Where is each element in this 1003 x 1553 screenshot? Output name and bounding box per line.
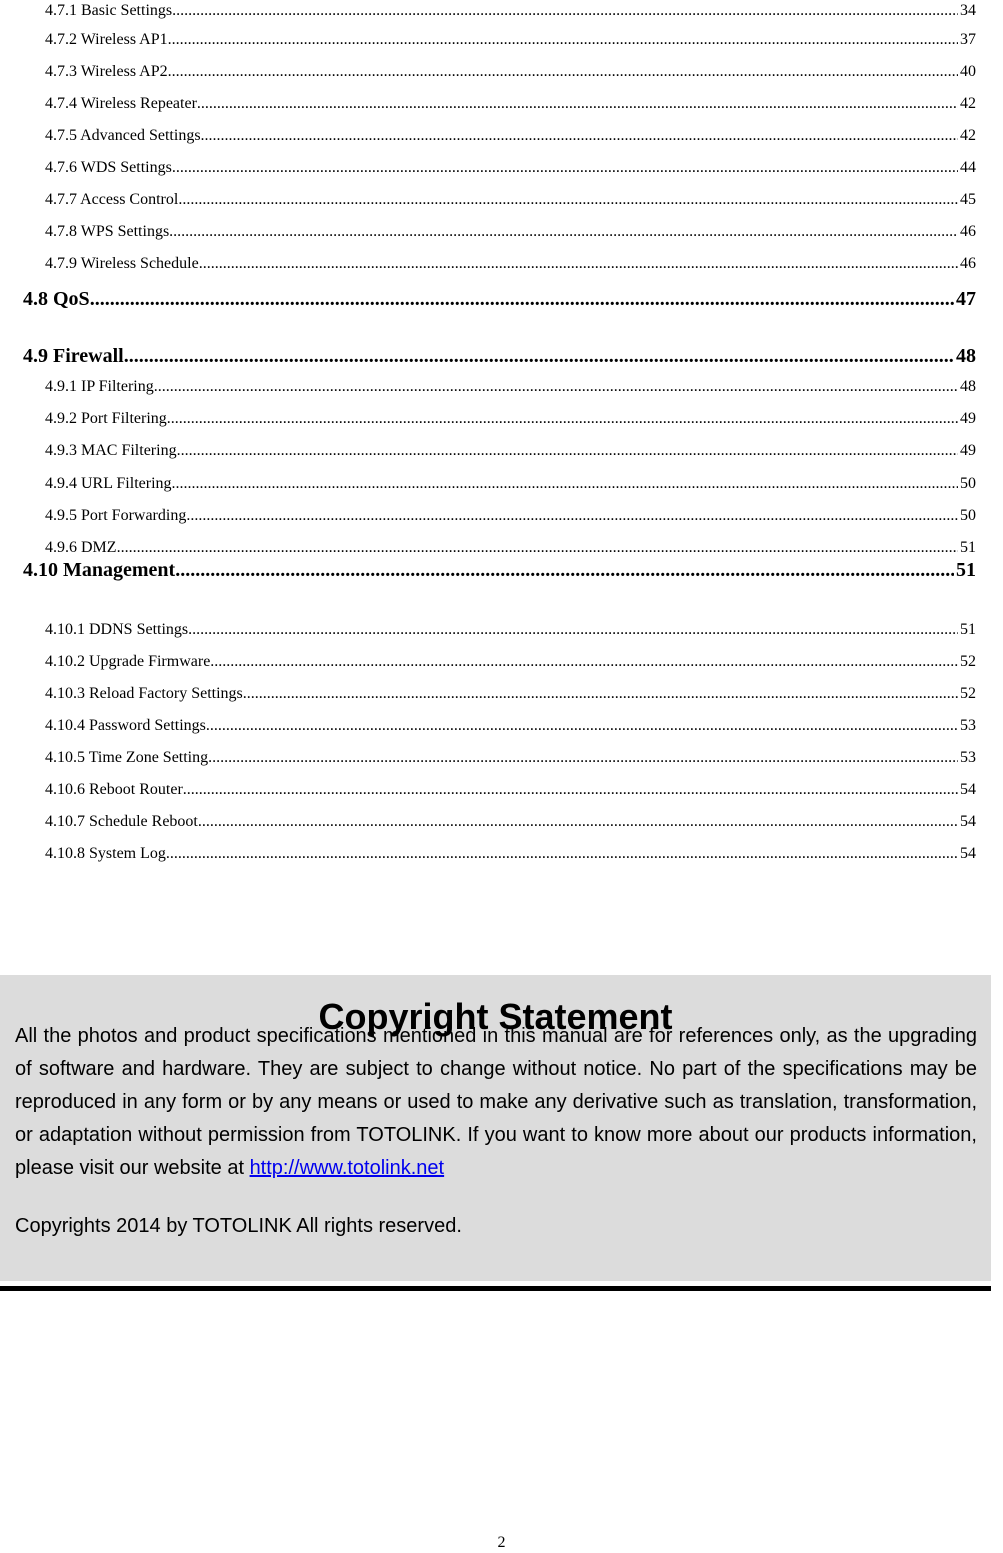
toc-leader-dots [183, 779, 958, 801]
toc-leader-dots [243, 683, 958, 705]
toc-leader-dots [186, 505, 958, 527]
toc-leader-dots [178, 189, 958, 211]
toc-leader-dots [172, 157, 958, 179]
toc-entry-label: 4.7.3 Wireless AP2 [45, 63, 168, 80]
toc-leader-dots [175, 557, 954, 583]
toc-entry[interactable] [45, 619, 976, 641]
toc-entry[interactable] [45, 29, 976, 51]
toc-entry-page: 51 [956, 559, 976, 581]
toc-entry-label: 4.9.1 IP Filtering [45, 378, 154, 395]
toc-section-entry[interactable] [23, 343, 976, 369]
website-link[interactable]: http://www.totolink.net [249, 1157, 445, 1179]
toc-entry-page: 48 [960, 378, 976, 395]
copyright-text: All the photos and product specifications mentioned in this manual are for references only, as the upgrading of software and hardware. They are subject to change without notice. No part of the specifications may be reproduced in any form or by any means or used to make any derivative such as translation, transformation, or adaptation without permission from TOTOLINK. If you want to know more about our products information, please visit our website at [15, 1025, 977, 1179]
toc-leader-dots [168, 61, 958, 83]
toc-entry[interactable] [45, 189, 976, 211]
toc-entry-label: 4.9.6 DMZ [45, 539, 117, 556]
toc-leader-dots [188, 619, 958, 641]
toc-entry-label: 4.9.2 Port Filtering [45, 410, 167, 427]
toc-leader-dots [208, 747, 958, 769]
toc-entry-page: 48 [956, 345, 976, 367]
toc-entry-page: 45 [960, 191, 976, 208]
toc-entry[interactable] [45, 843, 976, 865]
toc-section-entry[interactable] [23, 557, 976, 583]
toc-entry-label: 4.7.5 Advanced Settings [45, 127, 201, 144]
toc-entry-label: 4.10.3 Reload Factory Settings [45, 685, 243, 702]
page-number: 2 [497, 1534, 506, 1551]
toc-leader-dots [199, 253, 958, 275]
toc-entry-page: 42 [960, 127, 976, 144]
toc-entry-page: 46 [960, 255, 976, 272]
toc-section-entry[interactable] [23, 286, 976, 312]
toc-entry[interactable] [45, 811, 976, 833]
toc-leader-dots [201, 125, 958, 147]
toc-entry[interactable] [45, 651, 976, 673]
toc-entry-label: 4.7.6 WDS Settings [45, 159, 172, 176]
toc-entry-label: 4.9.3 MAC Filtering [45, 442, 177, 459]
toc-entry[interactable] [45, 715, 976, 737]
toc-entry-page: 53 [960, 749, 976, 766]
toc-leader-dots [172, 473, 958, 495]
toc-entry-label: 4.10.2 Upgrade Firmware [45, 653, 211, 670]
toc-entry-label: 4.7.8 WPS Settings [45, 223, 170, 240]
toc-entry-page: 50 [960, 475, 976, 492]
copyright-body [15, 1020, 977, 1243]
toc-entry-label: 4.10.7 Schedule Reboot [45, 813, 198, 830]
toc-leader-dots [117, 537, 958, 559]
toc-entry-label: 4.7.2 Wireless AP1 [45, 31, 168, 48]
toc-leader-dots [197, 93, 958, 115]
toc-entry[interactable] [45, 61, 976, 83]
toc-entry-label: 4.10 Management [23, 559, 176, 581]
toc-entry-page: 54 [960, 845, 976, 862]
toc-entry[interactable] [45, 157, 976, 179]
toc-entry-page: 49 [960, 442, 976, 459]
toc-leader-dots [154, 376, 958, 398]
toc-entry-page: 34 [960, 2, 976, 19]
toc-entry-label: 4.9.4 URL Filtering [45, 475, 172, 492]
toc-entry-label: 4.10.8 System Log [45, 845, 166, 862]
toc-entry[interactable] [45, 408, 976, 430]
toc-entry-page: 52 [960, 685, 976, 702]
toc-leader-dots [124, 343, 954, 369]
toc-entry[interactable] [45, 537, 976, 559]
toc-leader-dots [198, 811, 958, 833]
copyright-rights: Copyrights 2014 by TOTOLINK All rights reserved. [15, 1215, 462, 1237]
toc-entry-page: 37 [960, 31, 976, 48]
toc-leader-dots [206, 715, 958, 737]
toc-leader-dots [166, 843, 958, 865]
toc-entry-label: 4.10.5 Time Zone Setting [45, 749, 209, 766]
copyright-title: Copyright Statement [318, 996, 673, 1037]
toc-entry[interactable] [45, 683, 976, 705]
toc-entry-label: 4.8 QoS [23, 288, 90, 310]
toc-entry-page: 46 [960, 223, 976, 240]
toc-leader-dots [169, 221, 958, 243]
toc-entry[interactable] [45, 125, 976, 147]
toc-entry-page: 44 [960, 159, 976, 176]
toc-entry[interactable] [45, 473, 976, 495]
toc-entry-page: 42 [960, 95, 976, 112]
toc-entry[interactable] [45, 376, 976, 398]
toc-entry-page: 52 [960, 653, 976, 670]
toc-entry[interactable] [45, 221, 976, 243]
toc-entry[interactable] [45, 779, 976, 801]
toc-entry-label: 4.9 Firewall [23, 345, 124, 367]
toc-leader-dots [167, 408, 958, 430]
toc-leader-dots [172, 0, 958, 22]
toc-entry-page: 54 [960, 813, 976, 830]
toc-entry[interactable] [45, 747, 976, 769]
toc-entry[interactable] [45, 93, 976, 115]
toc-entry-page: 49 [960, 410, 976, 427]
divider-rule [0, 1286, 991, 1291]
toc-leader-dots [177, 440, 958, 462]
toc-leader-dots [168, 29, 958, 51]
toc-entry-label: 4.10.1 DDNS Settings [45, 621, 189, 638]
toc-entry[interactable] [45, 0, 976, 22]
toc-entry-label: 4.7.4 Wireless Repeater [45, 95, 197, 112]
toc-entry-label: 4.7.1 Basic Settings [45, 2, 173, 19]
toc-entry-label: 4.7.9 Wireless Schedule [45, 255, 199, 272]
toc-entry-page: 40 [960, 63, 976, 80]
toc-entry[interactable] [45, 440, 976, 462]
toc-entry[interactable] [45, 253, 976, 275]
toc-entry-label: 4.10.6 Reboot Router [45, 781, 183, 798]
toc-leader-dots [210, 651, 958, 673]
toc-entry-page: 54 [960, 781, 976, 798]
toc-entry-label: 4.7.7 Access Control [45, 191, 179, 208]
toc-entry-page: 53 [960, 717, 976, 734]
toc-entry-page: 51 [960, 621, 976, 638]
toc-entry-label: 4.10.4 Password Settings [45, 717, 206, 734]
toc-leader-dots [90, 286, 954, 312]
toc-entry-label: 4.9.5 Port Forwarding [45, 507, 187, 524]
toc-entry-page: 50 [960, 507, 976, 524]
toc-entry[interactable] [45, 505, 976, 527]
toc-entry-page: 51 [960, 539, 976, 556]
copyright-paragraph [15, 1020, 977, 1185]
toc-entry-page: 47 [956, 288, 976, 310]
